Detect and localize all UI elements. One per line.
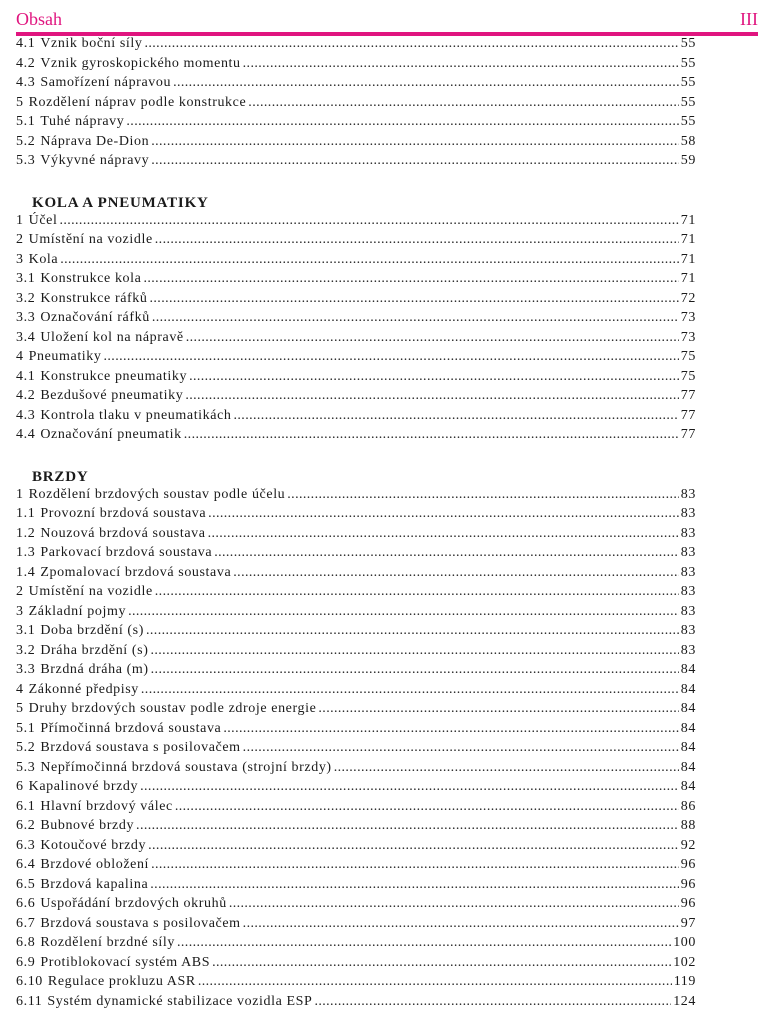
entry-number: 4.2: [16, 56, 40, 72]
entry-number: 4.1: [16, 36, 40, 52]
dot-leader: [248, 95, 679, 111]
entry-number: 4: [16, 349, 29, 365]
dot-leader: [104, 349, 679, 365]
entry-number: 3.2: [16, 291, 40, 307]
entry-number: 6.8: [16, 935, 40, 951]
toc-entry[interactable]: [16, 604, 696, 624]
dot-leader: [143, 271, 678, 287]
entry-page-number: 102: [673, 955, 696, 971]
entry-number: 5: [16, 95, 29, 111]
entry-title: Konstrukce ráfků: [40, 291, 147, 307]
toc-entry[interactable]: [16, 779, 696, 799]
entry-number: 3.4: [16, 330, 40, 346]
entry-page-number: 119: [674, 974, 696, 990]
entry-page-number: 75: [681, 369, 696, 385]
entry-page-number: 83: [681, 604, 696, 620]
toc-entry[interactable]: [16, 584, 696, 604]
dot-leader: [234, 408, 679, 424]
toc-entry[interactable]: [16, 935, 696, 955]
entry-number: 6: [16, 779, 29, 795]
dot-leader: [243, 740, 679, 756]
dot-leader: [223, 721, 678, 737]
entry-title: Samořízení nápravou: [40, 75, 171, 91]
entry-title: Zákonné předpisy: [29, 682, 139, 698]
entry-number: 5.1: [16, 114, 40, 130]
toc-entry[interactable]: [16, 213, 696, 233]
entry-page-number: 71: [681, 213, 696, 229]
entry-page-number: 55: [681, 56, 696, 72]
toc-entry[interactable]: [16, 896, 696, 916]
entry-page-number: 86: [681, 799, 696, 815]
dot-leader: [151, 153, 679, 169]
entry-number: 3: [16, 604, 29, 620]
entry-page-number: 55: [681, 114, 696, 130]
entry-page-number: 77: [681, 388, 696, 404]
toc-entry[interactable]: [16, 95, 696, 115]
dot-leader: [243, 56, 679, 72]
toc-entry[interactable]: [16, 252, 696, 272]
entry-number: 5.3: [16, 153, 40, 169]
entry-number: 5.2: [16, 740, 40, 756]
entry-title: Označování pneumatik: [40, 427, 181, 443]
entry-number: 6.7: [16, 916, 40, 932]
entry-number: 5: [16, 701, 29, 717]
entry-number: 1.3: [16, 545, 40, 561]
entry-page-number: 83: [681, 584, 696, 600]
toc-entry[interactable]: [16, 427, 696, 447]
entry-page-number: 97: [681, 916, 696, 932]
dot-leader: [140, 779, 679, 795]
dot-leader: [141, 682, 679, 698]
entry-title: Brzdová soustava s posilovačem: [40, 916, 240, 932]
entry-title: Doba brzdění (s): [40, 623, 144, 639]
dot-leader: [186, 330, 679, 346]
dot-leader: [151, 134, 679, 150]
entry-title: Umístění na vozidle: [29, 584, 153, 600]
entry-title: Parkovací brzdová soustava: [40, 545, 212, 561]
entry-page-number: 92: [681, 838, 696, 854]
entry-title: Tuhé nápravy: [40, 114, 124, 130]
entry-number: 6.3: [16, 838, 40, 854]
entry-number: 3.1: [16, 271, 40, 287]
entry-title: Přímočinná brzdová soustava: [40, 721, 221, 737]
page-header: [16, 0, 758, 36]
dot-leader: [148, 838, 679, 854]
dot-leader: [185, 388, 678, 404]
entry-title: Základní pojmy: [29, 604, 126, 620]
entry-title: Bezdušové pneumatiky: [40, 388, 183, 404]
entry-number: 1.4: [16, 565, 40, 581]
entry-title: Bubnové brzdy: [40, 818, 134, 834]
entry-page-number: 72: [681, 291, 696, 307]
dot-leader: [146, 623, 679, 639]
entry-number: 1: [16, 213, 29, 229]
toc-entry[interactable]: [16, 506, 696, 526]
entry-title: Účel: [29, 213, 58, 229]
entry-title: Vznik boční síly: [40, 36, 142, 52]
dot-leader: [155, 584, 679, 600]
dot-leader: [150, 643, 678, 659]
toc-entry[interactable]: [16, 857, 696, 877]
toc-entry[interactable]: [16, 134, 696, 154]
entry-page-number: 124: [673, 994, 696, 1010]
dot-leader: [189, 369, 679, 385]
toc-entry[interactable]: [16, 369, 696, 389]
entry-page-number: 84: [681, 779, 696, 795]
toc-entry[interactable]: [16, 408, 696, 428]
dot-leader: [314, 994, 671, 1010]
toc-entry[interactable]: [16, 623, 696, 643]
toc-entry[interactable]: [16, 56, 696, 76]
entry-title: Označování ráfků: [40, 310, 150, 326]
dot-leader: [208, 506, 679, 522]
entry-number: 6.11: [16, 994, 47, 1010]
dot-leader: [287, 487, 679, 503]
entry-title: Vznik gyroskopického momentu: [40, 56, 240, 72]
entry-title: Náprava De-Dion: [40, 134, 149, 150]
dot-leader: [155, 232, 679, 248]
toc-entry[interactable]: [16, 877, 696, 897]
entry-page-number: 83: [681, 623, 696, 639]
entry-page-number: 71: [681, 271, 696, 287]
entry-page-number: 75: [681, 349, 696, 365]
toc-entry[interactable]: [16, 974, 696, 994]
entry-title: Uložení kol na nápravě: [40, 330, 183, 346]
dot-leader: [334, 760, 679, 776]
entry-number: 6.9: [16, 955, 40, 971]
dot-leader: [175, 799, 679, 815]
section-heading: BRZDY: [16, 467, 696, 487]
toc-entry[interactable]: [16, 838, 696, 858]
entry-page-number: 84: [681, 701, 696, 717]
dot-leader: [126, 114, 678, 130]
entry-number: 6.6: [16, 896, 40, 912]
section-spacer: [16, 173, 696, 193]
entry-page-number: 73: [681, 310, 696, 326]
entry-page-number: 83: [681, 643, 696, 659]
toc-entry[interactable]: [16, 75, 696, 95]
entry-title: Provozní brzdová soustava: [40, 506, 206, 522]
entry-number: 5.1: [16, 721, 40, 737]
entry-title: Dráha brzdění (s): [40, 643, 148, 659]
entry-number: 1: [16, 487, 29, 503]
entry-number: 6.10: [16, 974, 48, 990]
entry-number: 3: [16, 252, 29, 268]
entry-page-number: 83: [681, 526, 696, 542]
entry-number: 4.4: [16, 427, 40, 443]
entry-title: Konstrukce pneumatiky: [40, 369, 187, 385]
entry-number: 3.3: [16, 310, 40, 326]
entry-title: Rozdělení brzdových soustav podle účelu: [29, 487, 286, 503]
toc-entry[interactable]: [16, 310, 696, 330]
dot-leader: [173, 75, 679, 91]
entry-page-number: 84: [681, 760, 696, 776]
entry-title: Nouzová brzdová soustava: [40, 526, 205, 542]
dot-leader: [150, 877, 679, 893]
toc-entry[interactable]: [16, 701, 696, 721]
toc-entry[interactable]: [16, 388, 696, 408]
entry-number: 6.1: [16, 799, 40, 815]
dot-leader: [59, 213, 678, 229]
entry-page-number: 84: [681, 740, 696, 756]
entry-title: Brzdové obložení: [40, 857, 149, 873]
entry-number: 2: [16, 584, 29, 600]
section-spacer: [16, 447, 696, 467]
entry-title: Kotoučové brzdy: [40, 838, 146, 854]
entry-title: Uspořádání brzdových okruhů: [40, 896, 227, 912]
entry-page-number: 84: [681, 662, 696, 678]
entry-page-number: 100: [673, 935, 696, 951]
toc-entry[interactable]: [16, 994, 696, 1013]
dot-leader: [184, 427, 679, 443]
toc-entry[interactable]: [16, 955, 696, 975]
entry-title: Nepřímočinná brzdová soustava (strojní brzdy): [40, 760, 331, 776]
entry-number: 1.1: [16, 506, 40, 522]
entry-page-number: 77: [681, 427, 696, 443]
entry-title: Druhy brzdových soustav podle zdroje energie: [29, 701, 317, 717]
dot-leader: [144, 36, 678, 52]
entry-page-number: 83: [681, 545, 696, 561]
dot-leader: [60, 252, 679, 268]
toc-entry[interactable]: [16, 662, 696, 682]
entry-page-number: 73: [681, 330, 696, 346]
entry-page-number: 83: [681, 565, 696, 581]
entry-page-number: 55: [681, 95, 696, 111]
toc-entry[interactable]: [16, 114, 696, 134]
table-of-contents: [16, 36, 696, 1013]
toc-entry[interactable]: [16, 545, 696, 565]
toc-entry[interactable]: [16, 291, 696, 311]
dot-leader: [214, 545, 679, 561]
entry-title: Regulace prokluzu ASR: [48, 974, 196, 990]
entry-number: 1.2: [16, 526, 40, 542]
entry-title: Kapalinové brzdy: [29, 779, 139, 795]
entry-page-number: 55: [681, 75, 696, 91]
dot-leader: [177, 935, 671, 951]
dot-leader: [208, 526, 679, 542]
entry-page-number: 58: [681, 134, 696, 150]
entry-title: Brzdová soustava s posilovačem: [40, 740, 240, 756]
entry-page-number: 84: [681, 721, 696, 737]
entry-number: 5.3: [16, 760, 40, 776]
entry-page-number: 55: [681, 36, 696, 52]
entry-number: 4.3: [16, 75, 40, 91]
entry-title: Konstrukce kola: [40, 271, 141, 287]
toc-entry[interactable]: [16, 232, 696, 252]
entry-title: Systém dynamické stabilizace vozidla ESP: [47, 994, 312, 1010]
section-heading: KOLA A PNEUMATIKY: [16, 193, 696, 213]
toc-entry[interactable]: [16, 740, 696, 760]
entry-number: 4.3: [16, 408, 40, 424]
entry-number: 3.3: [16, 662, 40, 678]
entry-title: Brzdná dráha (m): [40, 662, 148, 678]
toc-entry[interactable]: [16, 36, 696, 56]
entry-number: 2: [16, 232, 29, 248]
entry-page-number: 77: [681, 408, 696, 424]
entry-number: 3.2: [16, 643, 40, 659]
toc-entry[interactable]: [16, 643, 696, 663]
entry-title: Umístění na vozidle: [29, 232, 153, 248]
entry-page-number: 96: [681, 877, 696, 893]
toc-entry[interactable]: [16, 271, 696, 291]
dot-leader: [136, 818, 679, 834]
dot-leader: [212, 955, 671, 971]
dot-leader: [151, 662, 679, 678]
entry-number: 3.1: [16, 623, 40, 639]
entry-page-number: 71: [681, 232, 696, 248]
dot-leader: [198, 974, 672, 990]
dot-leader: [233, 565, 679, 581]
entry-title: Protiblokovací systém ABS: [40, 955, 210, 971]
dot-leader: [243, 916, 679, 932]
entry-number: 4.2: [16, 388, 40, 404]
dot-leader: [151, 857, 679, 873]
header-page-number: III: [740, 9, 758, 32]
toc-entry[interactable]: [16, 799, 696, 819]
entry-page-number: 83: [681, 506, 696, 522]
header-title: Obsah: [16, 9, 62, 32]
entry-number: 4.1: [16, 369, 40, 385]
entry-number: 4: [16, 682, 29, 698]
toc-entry[interactable]: [16, 487, 696, 507]
toc-entry[interactable]: [16, 760, 696, 780]
entry-page-number: 84: [681, 682, 696, 698]
entry-page-number: 96: [681, 857, 696, 873]
toc-entry[interactable]: [16, 818, 696, 838]
entry-title: Rozdělení náprav podle konstrukce: [29, 95, 247, 111]
entry-page-number: 83: [681, 487, 696, 503]
dot-leader: [150, 291, 679, 307]
toc-entry[interactable]: [16, 349, 696, 369]
entry-title: Hlavní brzdový válec: [40, 799, 173, 815]
dot-leader: [152, 310, 679, 326]
entry-page-number: 71: [681, 252, 696, 268]
dot-leader: [128, 604, 679, 620]
dot-leader: [229, 896, 679, 912]
entry-number: 6.2: [16, 818, 40, 834]
entry-page-number: 59: [681, 153, 696, 169]
entry-title: Brzdová kapalina: [40, 877, 148, 893]
toc-entry[interactable]: [16, 682, 696, 702]
entry-page-number: 88: [681, 818, 696, 834]
dot-leader: [318, 701, 678, 717]
entry-number: 5.2: [16, 134, 40, 150]
entry-number: 6.4: [16, 857, 40, 873]
entry-title: Kola: [29, 252, 59, 268]
toc-entry[interactable]: [16, 526, 696, 546]
toc-entry[interactable]: [16, 721, 696, 741]
toc-entry[interactable]: [16, 153, 696, 173]
entry-title: Výkyvné nápravy: [40, 153, 149, 169]
entry-number: 6.5: [16, 877, 40, 893]
toc-entry[interactable]: [16, 565, 696, 585]
entry-title: Rozdělení brzdné síly: [40, 935, 175, 951]
entry-title: Pneumatiky: [29, 349, 102, 365]
toc-entry[interactable]: [16, 330, 696, 350]
entry-page-number: 96: [681, 896, 696, 912]
toc-entry[interactable]: [16, 916, 696, 936]
entry-title: Kontrola tlaku v pneumatikách: [40, 408, 231, 424]
entry-title: Zpomalovací brzdová soustava: [40, 565, 231, 581]
